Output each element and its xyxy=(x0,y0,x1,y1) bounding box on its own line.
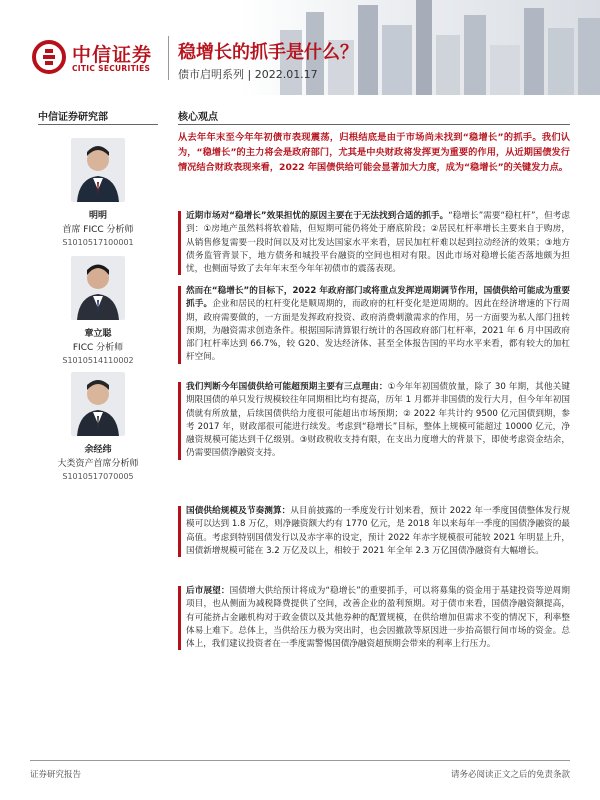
analyst-license-id: S1010517070005 xyxy=(62,472,134,481)
analyst-name: 章立聪 xyxy=(84,329,112,339)
paragraph-body: 从目前披露的一季度发行计划来看，预计 2022 年一季度国债整体发行规模可以达到 1.8 万亿，则净融资额大约有 1770 亿元，是 2018 年以来每年一季度的国债净融资的最高值。考虑到特别国债发行以及赤字率的设定，预计 2022 年赤字规模很可能较 2021 年明显上升，国债新增规模可能在 3.2 万亿及以上，相较于 2021 年全年 2.3 万亿国债净融资有大幅增长。 xyxy=(186,506,570,556)
body-paragraph xyxy=(178,381,570,461)
analyst-card xyxy=(38,372,158,481)
paragraph-marker xyxy=(178,382,181,460)
analyst-name: 明明 xyxy=(88,211,107,221)
report-title: 稳增长的抓手是什么？ xyxy=(178,42,358,63)
paragraph-marker xyxy=(178,586,181,650)
body-paragraph xyxy=(178,285,570,365)
paragraph-lead: 我们判断今年国债供给可能超预期主要有三点理由： xyxy=(186,382,388,392)
analyst-name: 余经纬 xyxy=(84,445,112,455)
analyst-role: 大类资产首席分析师 xyxy=(57,459,139,469)
paragraph-marker xyxy=(178,286,181,364)
body-paragraph xyxy=(178,505,570,558)
body-paragraph xyxy=(178,585,570,651)
paragraph-lead: 然而在“稳增长”的目标下，2022 年政府部门或将重点发挥逆周期调节作用，国债供给可能成为重要抓手。 xyxy=(186,286,570,310)
analyst-photo xyxy=(71,372,125,436)
footer-report-type: 证券研究报告 xyxy=(30,770,82,780)
citic-securities-logo xyxy=(32,38,162,78)
paragraph-body: 国债增大供给预计将成为“稳增长”的重要抓手，可以将募集的资金用于基建投资等逆周期项目，也从侧面为减税降费提供了空间，改善企业的盈利预期。对于债市来看，国债净融资额提高，有可能挤占金融机构对于政金债以及其他券种的配置规模，在供给增加但需求不变的情况下，利率整体易上难下。总体上，当供给压力极为突出时，也会因撤款等原因进一步抬高银行间市场的资金。总体上，我们建议投资者在一季度需警惕国债净融资超预期会带来的利率上行压力。 xyxy=(186,586,570,650)
footer-disclaimer-note: 请务必阅读正文之后的免责条款 xyxy=(450,770,570,780)
paragraph-marker xyxy=(178,211,181,275)
body-paragraph xyxy=(178,210,570,276)
department-heading: 中信证券研究部 xyxy=(38,112,108,123)
report-header xyxy=(0,0,600,95)
analyst-card xyxy=(38,256,158,365)
paragraph-body: “稳增长”需要“稳杠杆”，但考虑到：①房地产虽然料将软着陆，但短期可能仍将处于磨底阶段；②居民杠杆率增长主要来自于购房，从销售修复需要一段时间以及对比发达国家水平来看，居民加杠杆难以起到拉动经济的效果；③地方债务监管背景下，地方债务和城投平台融资的空间也相对有限。因此市场对稳增长能否落地颇为担忧，也侧面导致了去年年末至今年年初债市的震荡表现。 xyxy=(186,211,570,275)
analyst-photo xyxy=(71,138,125,202)
paragraph-body: ①今年年初国债放量，除了 30 年期，其他关键期限国债的单只发行规模较往年同期相比均有提高，历年 1 月都并非国债的发行大月，但今年年初国债就有所放量，后续国债供给力度很可能超出市场预期；② 2022 年共计约 9500 亿元国债到期，参考 2017 年，财政部很可能进行续发。考虑到“稳增长”目标，整体上规模可能超过 10000 亿元，净融资规模可能达到千亿级别。③财政税收支持有限，在支出力度增大的背景下，即使考虑资金结余，仍需要国债净融资支持。 xyxy=(186,382,570,459)
paragraph-lead: 近期市场对“稳增长”效果担忧的原因主要在于无法找到合适的抓手。 xyxy=(186,211,449,221)
header-divider xyxy=(168,36,169,80)
analyst-photo xyxy=(71,256,125,320)
summary-paragraph: 从去年年末至今年年初债市表现震荡，归根结底是由于市场尚未找到“稳增长”的抓手。我们认为，“稳增长”的主力将会是政府部门，尤其是中央财政将发挥更为重要的作用，从近期国债发行情况结合财政表现来看，2022 年国债供给可能会显著加大力度，成为“稳增长”的关键发力点。 xyxy=(178,132,570,173)
analyst-license-id: S1010517100001 xyxy=(62,238,134,247)
logo-text-cn: 中信证券 xyxy=(72,44,153,66)
paragraph-body: 企业和居民的杠杆变化是顺周期的，而政府的杠杆变化是逆周期的。因此在经济增速的下行周期，政府需要做的，一方面是发挥政府投资、政府消费刺激需求的作用，另一方面要为私人部门扭转预期，为融资需求创造条件。根据国际清算银行统计的各国政府部门杠杆率，2021 年 6 月中国政府部门杠杆率达到 66.7%，较 G20、发达经济体、甚至全体报告国的平均水平来看，都有较大的加杠杆空间。 xyxy=(186,299,570,363)
analyst-role: FICC 分析师 xyxy=(72,343,124,353)
paragraph-lead: 国债供给规模及节奏测算： xyxy=(186,506,291,516)
analyst-card xyxy=(38,138,158,247)
analyst-license-id: S1010514110002 xyxy=(62,356,134,365)
logo-text-en: CITIC SECURITIES xyxy=(72,64,151,73)
citic-logo-icon xyxy=(32,40,66,74)
paragraph-marker xyxy=(178,506,181,557)
paragraph-lead: 后市展望： xyxy=(186,586,230,596)
right-heading-rule xyxy=(178,124,570,125)
footer-rule xyxy=(30,760,570,761)
core-views-heading: 核心观点 xyxy=(178,112,218,123)
report-series-date: 债市启明系列 | 2022.01.17 xyxy=(178,68,318,81)
analyst-role: 首席 FICC 分析师 xyxy=(62,225,134,235)
left-heading-rule xyxy=(38,124,158,125)
